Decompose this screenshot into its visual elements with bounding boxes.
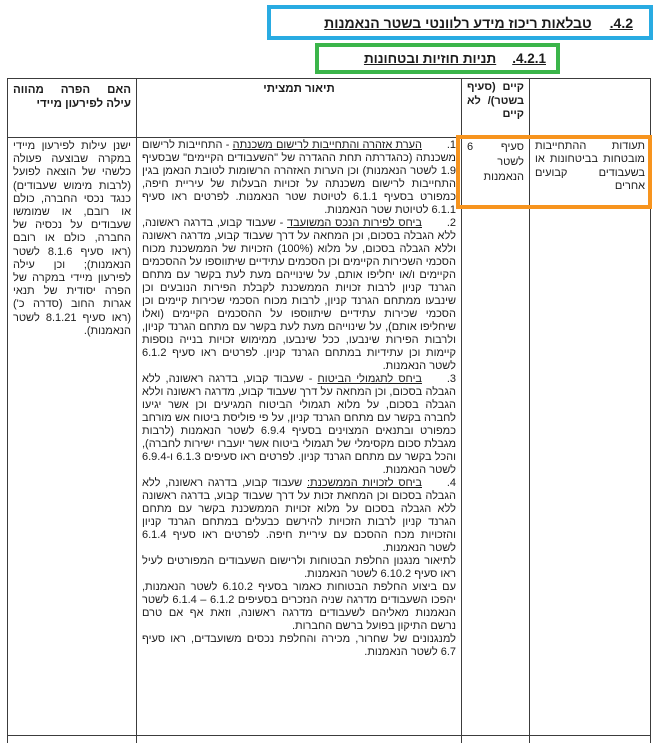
item-text: התחייבות לרישום משכנתה (כהגדרתה תחת ההגדרה של "השעבודים הקיימים" שבסעיף 1.9 לשטר הנאמנות) וכן הערות האזהרה הרשומות לטובת הנאמן בגין התחייבות לרישום משכנתה על זכויות הבעלות של עיריית חיפה, כמפורט בסעיף 6.1.1 לטיוטת שטר הנאמנות. לפרטים ראו סעיף 6.1.1 לטיוטת שטר הנאמנות. <box>142 139 456 216</box>
section-4-2-1-heading-box <box>315 43 560 74</box>
item-number: 4. <box>446 477 456 489</box>
table-header-row <box>8 79 651 138</box>
section-title: טבלאות ריכוז מידע רלוונטי בשטר הנאמנות <box>324 14 592 31</box>
section-number: 4.2. <box>609 14 633 31</box>
header-breach: האם הפרה מהווה עילה לפירעון מיידי <box>8 79 137 138</box>
description-paragraph-3: למנגנונים של שחרור, מכירה והחלפת נכסים משועבדים, ראו סעיף 6.7 לשטר הנאמנות. <box>142 633 456 658</box>
item-heading: הערת אזהרה והתחייבות לרישום משכנתה <box>232 139 422 151</box>
description-item-1 <box>142 139 456 217</box>
item-heading: ביחס לפירות הנכס המשועבד <box>287 217 422 229</box>
item-text: שעבוד קבוע, בדרגה ראשונה, ללא הגבלה בסכום, וכן המחאה על דרך שעבוד קבוע, מדרגה ראשונה וללא הגבלה בסכום, על מלוא תגמולי הביטוח המגיעים וכן אשר יגיעו לחברה בקשר עם מתחם הגרנד קניון, על פי פוליסת ביטוח אש מורחב כמפורט ובתנאים המצוינים בסעיף 6.9.4 לשטר הנאמנות (לרבות מגבלת סכום מקסימלי של תגמולי ביטוח אשר יועברו ישירות לחברה), והכל בקשר עם מתחם הגרנד קניון. לפרטים ראו סעיפים 6.1.3 ו-6.9.4 לשטר הנאמנות. <box>142 373 456 476</box>
item-text: שעבוד קבוע, בדרגה ראשונה, ללא הגבלה בסכום וכן המחאת זכות על דרך שעבוד קבוע, בדרגה ראשונה ללא הגבלה בסכום על מלוא זכויות הממשכנת בקשר עם מתחם הגרנד קניון לרבות הזכויות להירשם כבעלים במתחם הגרנד קניון והזכויות מכח ההסכם עם עיריית חיפה. לפרטים ראו סעיף 6.1.4 לשטר הנאמנות. <box>142 477 456 554</box>
item-separator: - <box>222 139 233 151</box>
description-cell <box>137 138 462 736</box>
orange-highlight-box <box>456 135 652 209</box>
item-heading: ביחס לזכויות הממשכנת: <box>306 477 422 489</box>
item-separator: - <box>275 217 288 229</box>
item-text: שעבוד קבוע, בדרגה ראשונה, ללא הגבלה בסכום, וכן המחאה על דרך שעבוד קבוע, מדרגה ראשונה וללא הגבלה בסכום, על מלוא (100%) הזכויות של הממשכנת מכוח הסכמי השכירות הקיימים וכן הסכמים עתידיים שיתווספו על ההסכמים הקיימים ו/או יחליפו אותם, על שינוייהם מעת לעת בקשר עם מתחם הגרנד קניון לרבות זכויות הממשכנת לקבלת הפירות הנובעים וכן שינבעו ממתחם הגרנד קניון, לרבות מכוח הסכמי שכירות קיימים וכן הסכמי שכירות עתידיים שיתווספו על ההסכמים הקיימים (ואלו שיחליפו אותם), על שינוייהם מעת לעת בקשר עם מתחם הגרנד קניון, ולרבות הפירות שינבעו, ככל שינבעו, ממימוש זכויות בנייה נוספות קיימות וכן עתידיות במתחם הגרנד קניון. לפרטים ראו סעיף 6.1.2 לשטר הנאמנות. <box>142 217 456 372</box>
item-number: 1. <box>446 139 456 151</box>
table-row <box>8 138 651 736</box>
next-row-stub <box>8 736 651 743</box>
item-separator: - <box>303 373 318 385</box>
description-paragraph-1: לתיאור מנגנון החלפת הבטוחות ולרישום השעבודים המפורטים לעיל ראו סעיף 6.10.2 לשטר הנאמנות. <box>142 555 456 580</box>
description-paragraph-2: עם ביצוע החלפת הבטוחות כאמור בסעיף 6.10.2 לשטר הנאמנות, יהפכו השעבודים מדרגה שניה הנזכרים בסעיפים 6.1.2 – 6.1.4 לשטר הנאמנות מאליהם לשעבודים מדרגה ראשונה, וזאת אף אם טרם נרשם התיקון בפועל ברשם החברות. <box>142 581 456 632</box>
item-number: 3. <box>446 373 456 385</box>
description-item-2 <box>142 217 456 373</box>
description-content <box>142 139 456 659</box>
header-description: תיאור תמציתי <box>137 79 462 138</box>
subsection-title: תניות חוזיות ובטחונות <box>363 51 497 66</box>
breach-cell: ישנן עילות לפירעון מיידי במקרה שבוצעה פעולה כלשהי של הוצאה לפועל (לרבות מימוש שעבודים) כנגד נכסי החברה, כולם או רובם, או שמומשו שעבודים על נכסיה של החברה, כולם או רובם (ראו סעיף 8.1.6 לשטר הנאמנות); וכן עילה לפירעון מיידי במקרה של הפרה יסודית של תנאי אגרות החוב (סדרה כ') (ראו סעיף 8.1.21 לשטר הנאמנות). <box>8 138 137 736</box>
header-exists: קיים (סעיף בשטר)/ לא קיים <box>462 79 530 138</box>
category-cell: תעודות ההתחייבות מובטחות בביטחונות או בשעבודים קבועים אחרים <box>530 138 651 736</box>
exists-cell: סעיף 6 לשטר הנאמנות <box>462 138 530 736</box>
description-item-4 <box>142 477 456 555</box>
description-item-3 <box>142 373 456 477</box>
item-number: 2. <box>446 217 456 229</box>
item-heading: ביחס לתגמולי הביטוח <box>317 373 423 385</box>
subsection-number: 4.2.1. <box>512 51 546 66</box>
header-category <box>530 79 651 138</box>
section-4-2-heading-box <box>267 5 653 40</box>
